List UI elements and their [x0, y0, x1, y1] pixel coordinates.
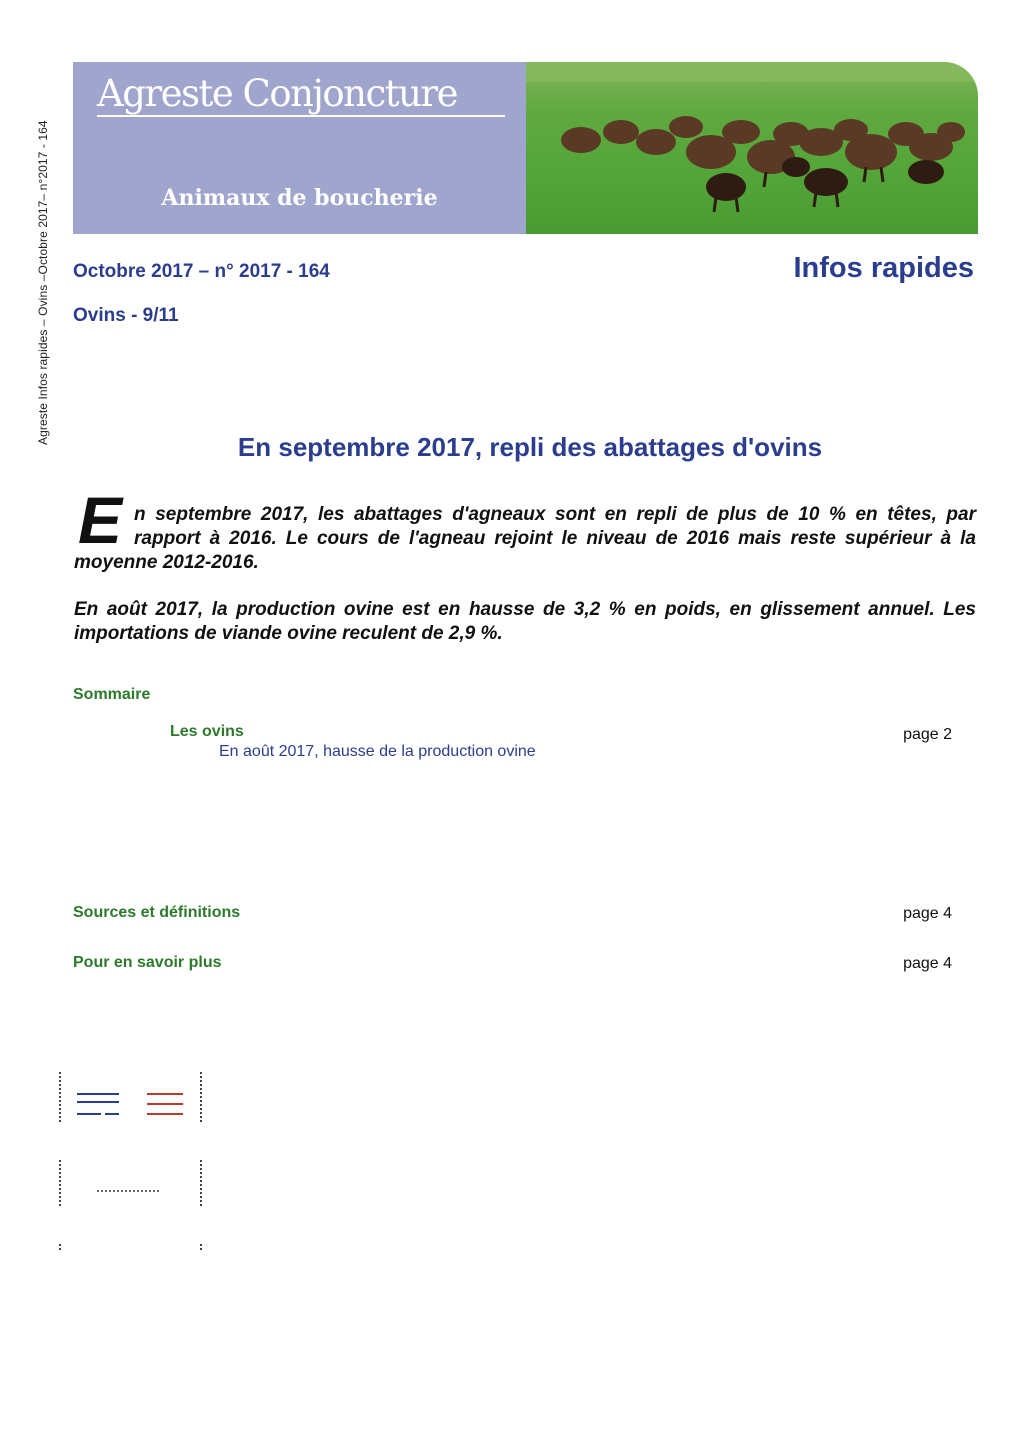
toc-item-description[interactable]: En août 2017, hausse de la production ovine — [219, 743, 536, 760]
toc-heading: Sommaire — [73, 686, 151, 703]
banner-subtitle: Animaux de boucherie — [161, 185, 438, 211]
lead-paragraph — [74, 483, 976, 646]
flag-stripes-icon — [57, 1068, 207, 1258]
toc-more-title[interactable]: Pour en savoir plus — [73, 954, 222, 971]
header-banner — [73, 62, 978, 234]
drop-cap: E — [78, 483, 123, 557]
series-label: Ovins - 9/11 — [73, 305, 179, 326]
toc-item-page: page 2 — [903, 726, 952, 743]
brand-underline — [97, 115, 505, 117]
lead-text-2: En août 2017, la production ovine est en hausse de 3,2 % en poids, en glissement annuel. Les importations de viande ovine reculent de 2,9 %. — [74, 599, 976, 644]
banner-title-panel — [73, 62, 526, 234]
toc-more-page: page 4 — [903, 955, 952, 972]
side-running-header: Agreste Infos rapides – Ovins –Octobre 2017– n°2017 - 164 — [36, 120, 50, 445]
issue-number: Octobre 2017 – n° 2017 - 164 — [73, 261, 330, 282]
sheep-photo — [526, 62, 978, 234]
lead-text-1: n septembre 2017, les abattages d'agneaux sont en repli de plus de 10 % en têtes, par rapport à 2016. Le cours de l'agneau rejoint le niveau de 2016 mais reste supérieur à la moyenne 2012-2016. — [74, 504, 976, 573]
sheep-flock-illustration — [526, 62, 978, 234]
toc-item-title[interactable]: Les ovins — [170, 723, 244, 740]
toc-sources-page: page 4 — [903, 905, 952, 922]
page-title: En septembre 2017, repli des abattages d'ovins — [237, 432, 823, 462]
toc-sources-title[interactable]: Sources et définitions — [73, 904, 241, 921]
brand-logo-text: Agreste Conjoncture — [97, 72, 457, 115]
publication-type: Infos rapides — [793, 252, 974, 284]
ministry-logo — [57, 1068, 207, 1258]
